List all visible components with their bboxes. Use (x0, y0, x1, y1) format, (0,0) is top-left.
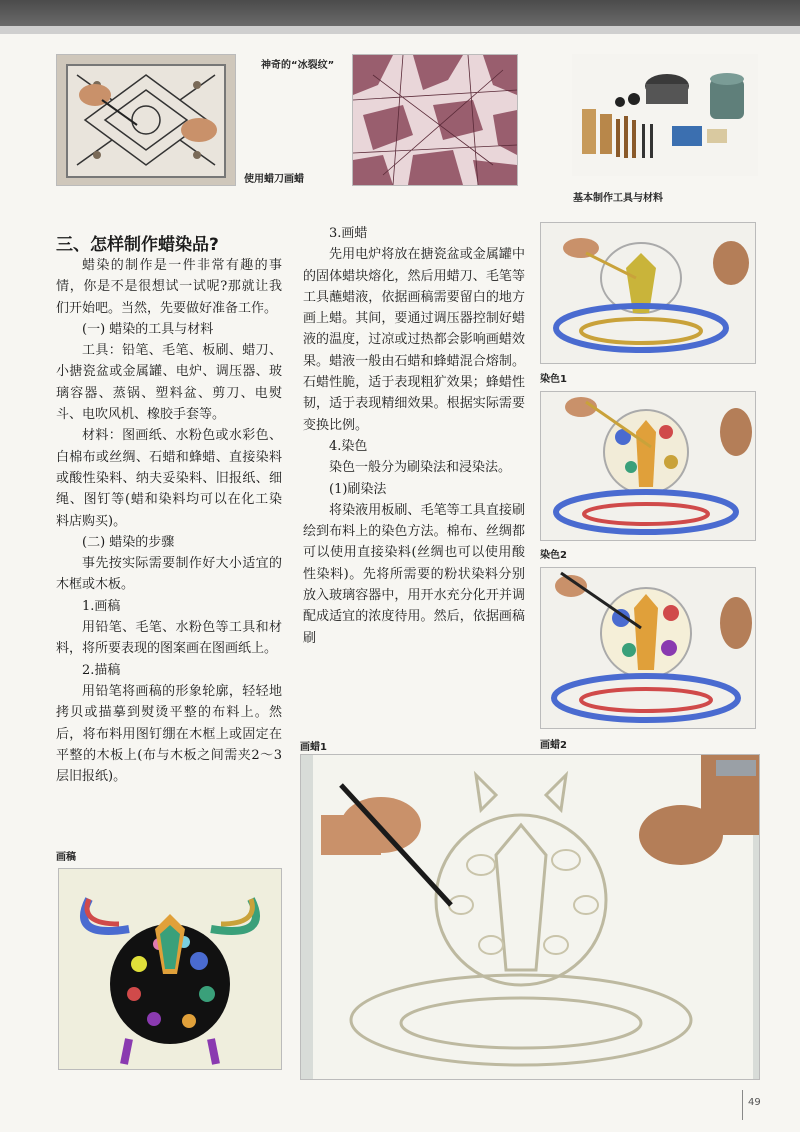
caption-dye-2: 染色2 (540, 550, 567, 561)
caption-wax-knife: 使用蜡刀画蜡 (244, 174, 304, 185)
step-2-text: 用铅笔将画稿的形象轮廓，轻轻地拷贝或描摹到熨烫平整的布料上。然后，将布料用图钉绷在木框上或固定在平整的木板上(布与木板之间需夹2～3层旧报纸)。 (56, 683, 282, 785)
top-bar-shadow (0, 26, 800, 34)
section-title: 三、怎样制作蜡染品? (56, 235, 219, 255)
page-number-divider (742, 1090, 743, 1120)
page-number: 49 (748, 1097, 761, 1108)
photo-ice-crack (352, 54, 518, 186)
photo-dye-1 (540, 222, 756, 364)
intro-paragraph: 蜡染的制作是一件非常有趣的事情，你是不是很想试一试呢?那就让我们开始吧。当然，先要做好准备工作。 (56, 258, 282, 316)
column-1 (56, 255, 282, 787)
photo-wax-2 (540, 567, 756, 729)
caption-wax-2: 画蜡2 (540, 740, 567, 751)
caption-draft: 画稿 (56, 852, 76, 863)
step-1-title: 1.画稿 (82, 598, 121, 614)
photo-draft (58, 868, 282, 1070)
photo-wax-1 (300, 754, 760, 1080)
brush-dye-text: 将染液用板刷、毛笔等工具直接刷绘到布料上的染色方法。棉布、丝绸都可以使用直接染料(丝绸也可以使用酸性染料)。先将所需要的粉状染料分别放入玻璃容器中，用开水充分化开并调配成适宜的浓度待用。然后，依据画稿刷 (303, 502, 525, 646)
brush-dye-title: (1)刷染法 (329, 481, 387, 497)
tools-paragraph: 工具：铅笔、毛笔、板刷、蜡刀、小搪瓷盆或金属罐、电炉、调压器、玻璃容器、蒸锅、塑料盆、剪刀、电熨斗、电吹风机、橡胶手套等。 (56, 343, 282, 423)
photo-tools (572, 54, 758, 176)
caption-wax-1: 画蜡1 (300, 742, 327, 753)
subheading-tools: (一) 蜡染的工具与材料 (82, 321, 214, 337)
step-4-text: 染色一般分为刷染法和浸染法。 (329, 460, 512, 476)
caption-ice-crack: 神奇的“冰裂纹” (261, 60, 335, 71)
step-3-text: 先用电炉将放在搪瓷盆或金属罐中的固体蜡块熔化，然后用蜡刀、毛笔等工具蘸蜡液，依据画稿需要留白的地方画上蜡。其间，要通过调压器控制好蜡液的温度，过凉或过热都会影响画蜡效果。蜡液一般由石蜡和蜂蜡混合熔制。石蜡性脆，适于表现粗犷效果；蜂蜡性韧，适于表现精细效果。根据实际需要变换比例。 (303, 247, 525, 433)
subheading-steps: (二) 蜡染的步骤 (82, 534, 175, 550)
steps-intro: 事先按实际需要制作好大小适宜的木框或木板。 (56, 556, 282, 593)
photo-wax-knife (56, 54, 236, 186)
top-bar (0, 0, 800, 26)
caption-tools: 基本制作工具与材料 (573, 193, 663, 204)
step-1-text: 用铅笔、毛笔、水粉色等工具和材料，将所要表现的图案画在图画纸上。 (56, 620, 282, 657)
column-2 (303, 223, 525, 649)
materials-paragraph: 材料：图画纸、水粉色或水彩色、白棉布或丝绸、石蜡和蜂蜡、直接染料或酸性染料、纳夫妥染料、旧报纸、细绳、图钉等(蜡和染料均可以在化工染料店购买)。 (56, 428, 282, 529)
caption-dye-1: 染色1 (540, 374, 567, 385)
step-3-title: 3.画蜡 (329, 226, 368, 241)
step-2-title: 2.描稿 (82, 662, 121, 678)
photo-dye-2 (540, 391, 756, 541)
step-4-title: 4.染色 (329, 438, 368, 454)
